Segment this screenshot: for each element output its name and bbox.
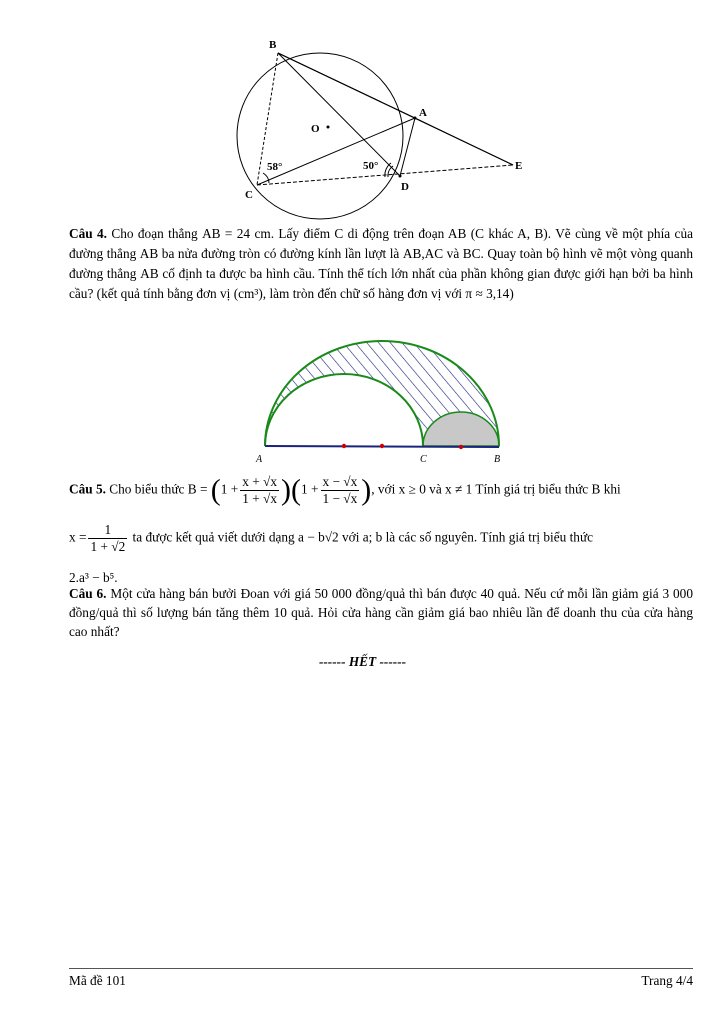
q5-text: ta được kết quả viết dưới dạng xyxy=(129,529,299,545)
segment-ae xyxy=(415,118,513,165)
end-mark: ------ HẾT ------ xyxy=(318,654,407,669)
q5-text: Cho biểu thức B = xyxy=(105,481,211,497)
q5-expression: 2.a³ − b⁵. xyxy=(69,570,118,585)
label-a: A xyxy=(419,107,427,119)
q4-diameter-bc: BC xyxy=(462,246,481,261)
q5-f2-num: x − √x xyxy=(322,474,358,489)
footer-divider xyxy=(69,968,693,969)
label-angle-d: 50° xyxy=(363,160,379,172)
point-a-dot xyxy=(414,117,417,120)
q4-line-ab: AB xyxy=(139,246,159,261)
q4-pi: π ≈ 3,14 xyxy=(465,286,510,301)
q5-x-num: 1 xyxy=(88,522,127,539)
q5-one-plus: 1 + xyxy=(301,481,319,497)
footer-page-number: Trang 4/4 xyxy=(641,973,693,988)
geometry-figure-circle xyxy=(225,30,535,225)
question-4 xyxy=(69,224,693,304)
label-c: C xyxy=(420,454,427,465)
q5-fraction-1 xyxy=(240,474,279,507)
q4-text: . Lấy điểm xyxy=(270,226,335,241)
label-d: D xyxy=(401,181,409,193)
point-o-dot xyxy=(327,126,330,129)
q4-diameters: AB,AC xyxy=(402,246,444,261)
point-d-dot xyxy=(399,175,402,178)
question-6 xyxy=(69,584,693,641)
q5-f1-den: 1 + √x xyxy=(242,491,278,506)
q5-x-den: 1 + √2 xyxy=(90,539,126,554)
q5-one-plus: 1 + xyxy=(220,481,239,497)
q4-text: ba nửa đường tròn có đường kính lần lượt là xyxy=(158,246,403,261)
q5-text: với a; b là các số nguyên. Tính giá trị biểu thức xyxy=(338,529,594,545)
semicircles-figure xyxy=(250,330,520,470)
q4-text: cố định ta được ba hình cầu. Tính thể tích lớn nhất của phần không gian được giới hạn bởi ba hình cầu? (kết quả tính bằng đơn vị xyxy=(69,266,693,301)
paren: ) xyxy=(361,473,372,507)
paren: ( xyxy=(210,473,221,507)
label-e: E xyxy=(515,160,523,172)
q4-text: Cho đoạn thẳng xyxy=(107,226,203,241)
q4-unit: (cm³) xyxy=(233,286,263,301)
paren: ) xyxy=(281,473,292,507)
q5-form: a − b√2 xyxy=(298,529,339,545)
label-b: B xyxy=(494,454,501,465)
circle-o xyxy=(237,53,403,219)
label-o: O xyxy=(311,123,320,135)
q5-f1-num: x + √x xyxy=(242,474,278,489)
q5-x-eq: x = xyxy=(69,529,87,545)
paren: ( xyxy=(291,473,302,507)
label-a: A xyxy=(256,454,263,465)
q4-text: . Quay toàn bộ hình vẽ một vòng quanh đường thẳng xyxy=(69,246,694,281)
q4-text: và xyxy=(443,246,463,261)
footer-exam-code: Mã đề 101 xyxy=(69,973,126,988)
q4-text: , làm tròn đến chữ số hàng đơn vị với xyxy=(262,286,466,301)
q4-line-ab: AB xyxy=(140,266,159,281)
q6-text: Một cửa hàng bán bưởi Đoan với giá 50 000 đồng/quả thì bán được 40 quả. Nếu cứ mỗi lần giảm giá 3 000 đồng/quả thì số lượng bán tăng thêm 10 quả. Hỏi cửa hàng cần giảm giá bao nhiêu lần để doanh thu của cửa hàng cao nhất? xyxy=(69,586,693,639)
red-dot xyxy=(342,444,346,448)
question-6-label: Câu 6. xyxy=(69,586,107,601)
q5-fraction-2 xyxy=(321,474,360,507)
red-dot xyxy=(380,444,384,448)
q4-point-c: C xyxy=(334,226,344,241)
label-angle-c: 58° xyxy=(267,161,283,173)
label-c: C xyxy=(245,189,253,201)
q4-ab-length: AB = 24 cm xyxy=(202,226,271,241)
question-5 xyxy=(69,474,693,507)
q5-x-fraction xyxy=(88,522,127,555)
q4-text: ) xyxy=(509,286,514,301)
q5-condition: , với x ≥ 0 và x ≠ 1 Tính giá trị biểu thức B khi xyxy=(371,481,621,497)
q5-f2-den: 1 − √x xyxy=(322,491,358,506)
question-5-line2 xyxy=(69,522,693,555)
q4-text: di động trên đoạn AB (C khác A, B). Vẽ cùng về một phía của đường thẳng xyxy=(69,226,693,261)
label-b: B xyxy=(269,39,277,51)
red-dot xyxy=(459,445,463,449)
segment-bd xyxy=(278,53,400,176)
question-4-label: Câu 4. xyxy=(69,226,107,241)
question-5-label: Câu 5. xyxy=(69,481,106,497)
